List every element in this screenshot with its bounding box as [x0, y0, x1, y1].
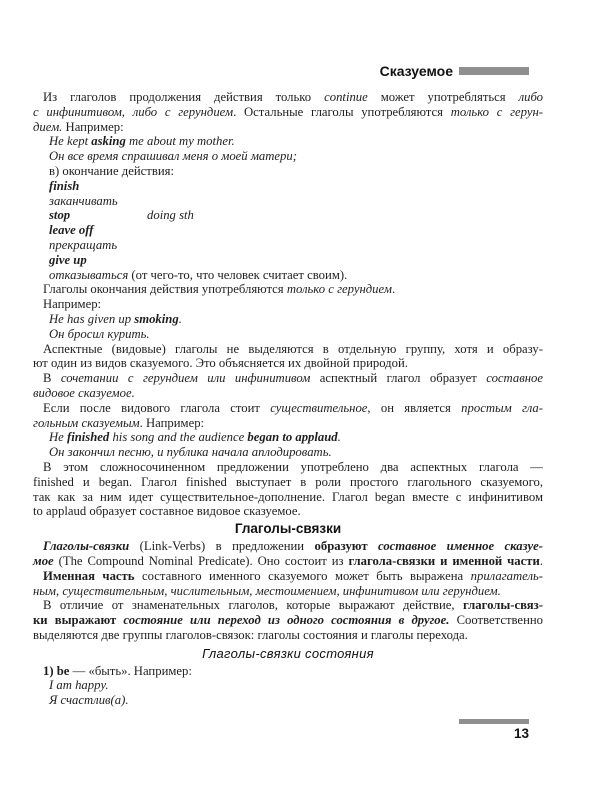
- page-footer: [459, 719, 529, 741]
- text-line: [33, 120, 543, 135]
- text-line: [33, 149, 543, 164]
- text-line: [33, 569, 543, 584]
- text-line: [33, 223, 543, 238]
- text-line: [33, 90, 543, 105]
- text-segment: либо: [518, 90, 543, 104]
- text-segment: Я счастлив(а).: [49, 693, 129, 708]
- text-segment: Например:: [43, 297, 102, 312]
- section-state-link-verbs: [33, 664, 543, 708]
- text-segment: отказываться: [49, 267, 132, 282]
- text-segment: состояние или переход из одного состояния в другое.: [123, 613, 450, 628]
- text-segment: , он является: [367, 400, 462, 415]
- text-line: [33, 554, 543, 569]
- section-aspect-verbs: [33, 90, 543, 519]
- text-segment: continue: [324, 90, 368, 104]
- text-line: [33, 664, 543, 679]
- text-segment: I am happy.: [49, 678, 109, 693]
- text-line: [33, 678, 543, 693]
- text-segment: составное: [486, 371, 543, 386]
- text-segment: заканчивать: [49, 193, 118, 208]
- text-segment: Он бросил курить.: [49, 326, 150, 341]
- text-line: [33, 268, 543, 283]
- text-line: [33, 297, 543, 312]
- text-line: [33, 238, 543, 253]
- text-line: [33, 342, 543, 357]
- text-segment: to applaud образует составное видовое сказуемое.: [33, 504, 301, 519]
- text-segment: He kept: [49, 134, 92, 149]
- text-segment: his song and the audience: [109, 430, 248, 445]
- heading-state-link-verbs: Глаголы-связки состояния: [202, 645, 374, 661]
- text-segment: существительное: [270, 400, 368, 415]
- text-segment: Он закончил песню, и публика начала аплодировать.: [49, 445, 332, 460]
- text-segment: глагола-связки и именной части: [348, 553, 540, 568]
- text-segment: Он все время спрашивал меня о моей матери;: [49, 149, 297, 164]
- text-line: [33, 179, 543, 194]
- text-body: [33, 90, 543, 708]
- text-segment: .: [337, 430, 341, 445]
- text-segment: гольным сказуемым: [33, 415, 140, 430]
- text-segment: Именная часть: [43, 568, 135, 583]
- text-segment: В: [43, 371, 61, 386]
- text-segment: finished и began. Глагол finished выступает в роли простого глагольного сказуемого,: [33, 474, 543, 489]
- text-line: [33, 371, 543, 386]
- text-segment: В этом сложносочиненном предложении употреблено два аспектных глагола —: [43, 459, 543, 474]
- text-line: [33, 164, 543, 179]
- text-line: [33, 208, 543, 223]
- text-segment: (Link-Verbs) в предложении: [129, 539, 315, 554]
- text-segment: составное именное сказуе-: [378, 539, 543, 554]
- text-line: [33, 105, 543, 120]
- text-segment: Глаголы окончания действия употребляются: [43, 282, 287, 297]
- text-segment: выделяются две группы глаголов-связок: глаголы состояния и глаголы перехода.: [33, 627, 468, 642]
- text-segment: сочетании с герундием или инфинитивом: [60, 371, 311, 386]
- text-segment: так как за ним идет существительное-дополнение. Глагол began вместе с инфинитивом: [33, 489, 543, 504]
- text-line: [33, 430, 543, 445]
- page-number: 13: [513, 726, 529, 741]
- text-segment: В отличие от знаменательных глаголов, которые выражают действие,: [43, 598, 464, 613]
- text-segment: ют один из видов сказуемого. Это объясняется их двойной природой.: [33, 356, 408, 371]
- text-segment: — «быть». Например:: [69, 663, 192, 678]
- text-segment: Соответственно: [449, 613, 543, 628]
- text-segment: smoking: [134, 311, 179, 326]
- text-segment: Глаголы-связки: [43, 539, 130, 554]
- text-line: [33, 401, 543, 416]
- running-head-title: Сказуемое: [379, 63, 453, 79]
- text-segment: leave off: [49, 223, 94, 238]
- text-segment: finish: [49, 178, 80, 193]
- heading-link-verbs: Глаголы-связки: [234, 521, 342, 537]
- text-segment: прилагатель-: [470, 568, 544, 583]
- text-segment: Если после видового глагола стоит: [43, 400, 271, 415]
- text-line: [33, 416, 543, 431]
- text-line: [33, 628, 543, 643]
- text-segment: (от чего-то, что человек считает своим).: [131, 267, 348, 282]
- text-segment: только с герундием: [286, 282, 392, 297]
- text-line: [33, 386, 543, 401]
- text-segment: образуют: [314, 539, 368, 554]
- text-line: [33, 504, 543, 519]
- text-segment: Аспектные (видовые) глаголы не выделяются в отдельную группу, хотя и образу-: [43, 341, 543, 356]
- text-line: [33, 194, 543, 209]
- text-line: [33, 584, 543, 599]
- running-header: [380, 63, 529, 79]
- text-segment: . Например:: [139, 415, 205, 430]
- text-segment: 1) be: [43, 663, 70, 678]
- text-segment: .: [391, 282, 396, 297]
- text-segment: с инфинитивом, либо с герундием: [33, 104, 234, 119]
- text-segment: .: [539, 553, 543, 568]
- text-segment: глаголы-связ-: [463, 598, 543, 613]
- text-line: [33, 693, 543, 708]
- text-segment: . Остальные глаголы употребляются: [233, 104, 451, 119]
- footer-bar: [459, 719, 529, 724]
- text-segment: asking: [91, 134, 126, 149]
- text-segment: в) окончание действия:: [49, 163, 174, 178]
- text-segment: began to applaud: [247, 430, 338, 445]
- text-segment: мое: [33, 553, 54, 568]
- text-segment: doing sth: [147, 208, 194, 223]
- text-segment: He has given up: [49, 311, 135, 326]
- text-segment: видовое сказуемое.: [33, 385, 135, 400]
- text-line: [33, 356, 543, 371]
- text-segment: аспектный глагол образует: [310, 371, 487, 386]
- text-segment: He: [49, 430, 67, 445]
- text-segment: give up: [49, 252, 87, 267]
- text-segment: Из глаголов продолжения действия только: [43, 90, 325, 104]
- text-line: [33, 490, 543, 505]
- text-segment: (The Compound Nominal Predicate). Оно состоит из: [53, 553, 349, 568]
- text-segment: stop: [49, 208, 71, 223]
- text-segment: прекращать: [49, 237, 118, 252]
- text-segment: Например:: [62, 119, 124, 134]
- text-line: [33, 613, 543, 628]
- section-link-verbs: [33, 539, 543, 643]
- text-segment: простым гла-: [461, 400, 543, 415]
- text-segment: только с герун-: [450, 104, 543, 119]
- text-segment: дием.: [33, 119, 63, 134]
- text-line: [33, 282, 543, 297]
- text-line: [33, 134, 543, 149]
- text-segment: может употребляться: [367, 90, 519, 104]
- text-segment: finished: [66, 430, 110, 445]
- text-segment: ки выражают: [33, 613, 124, 628]
- text-line: [33, 539, 543, 554]
- text-segment: составного именного сказуемого может быть выражена: [134, 568, 471, 583]
- text-line: [33, 327, 543, 342]
- text-line: [33, 598, 543, 613]
- text-segment: .: [178, 311, 182, 326]
- text-segment: [368, 539, 378, 553]
- header-bar: [459, 67, 529, 75]
- text-line: [33, 312, 543, 327]
- text-segment: ным, существительным, числительным, местоимением, инфинитивом или герундием.: [33, 583, 501, 598]
- text-segment: me about my mother.: [125, 134, 235, 149]
- text-line: [33, 460, 543, 475]
- text-line: [33, 475, 543, 490]
- text-line: [33, 253, 543, 268]
- text-line: [33, 445, 543, 460]
